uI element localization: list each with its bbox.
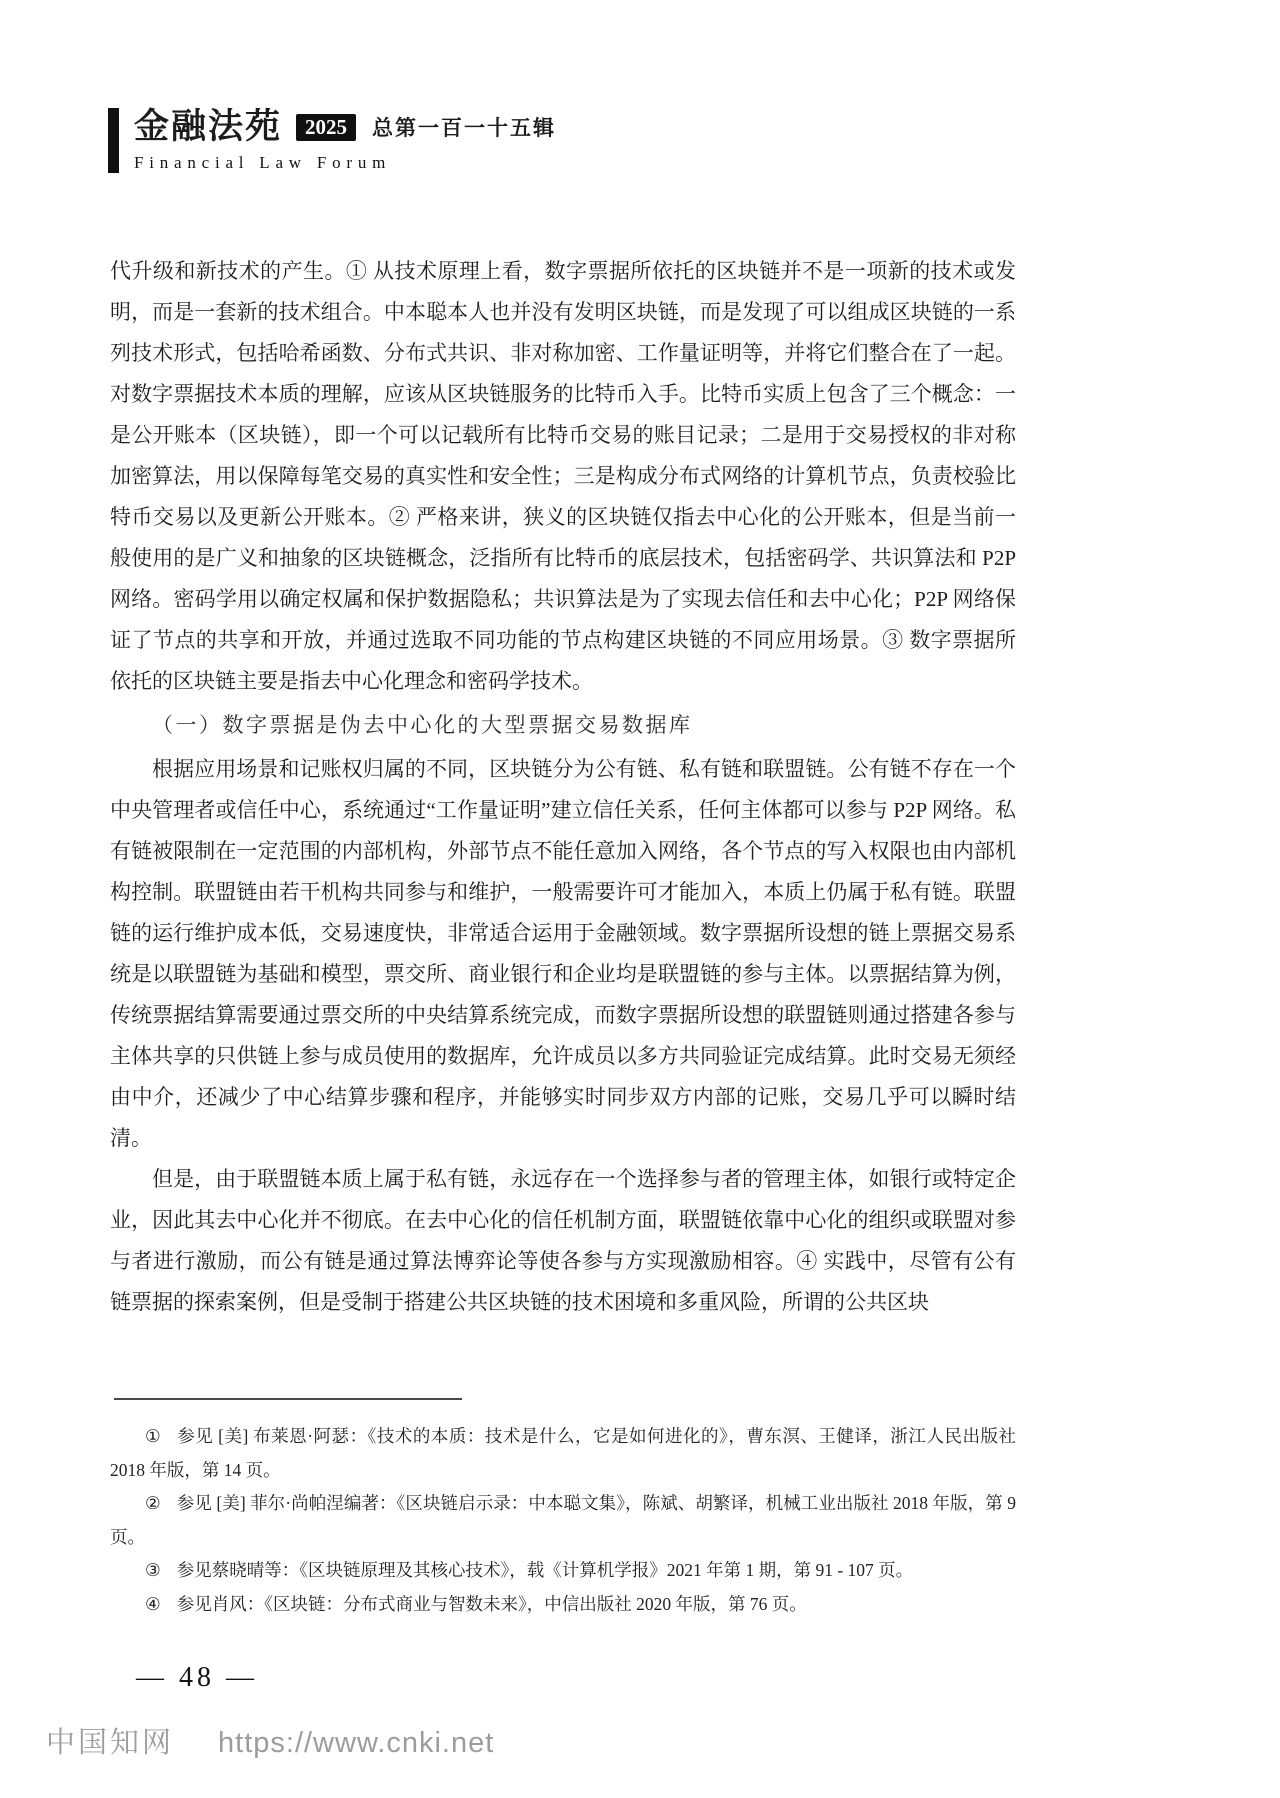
body-paragraph-continuation: 代升级和新技术的产生。① 从技术原理上看，数字票据所依托的区块链并不是一项新的技术或发明，而是一套新的技术组合。中本聪本人也并没有发明区块链，而是发现了可以组成区块链的一系列技术形式，包括哈希函数、分布式共识、非对称加密、工作量证明等，并将它们整合在了一起。对数字票据技术本质的理解，应该从区块链服务的比特币入手。比特币实质上包含了三个概念：一是公开账本（区块链），即一个可以记载所有比特币交易的账目记录；二是用于交易授权的非对称加密算法，用以保障每笔交易的真实性和安全性；三是构成分布式网络的计算机节点，负责校验比特币交易以及更新公开账本。② 严格来讲，狭义的区块链仅指去中心化的公开账本，但是当前一般使用的是广义和抽象的区块链概念，泛指所有比特币的底层技术，包括密码学、共识算法和 P2P 网络。密码学用以确定权属和保护数据隐私；共识算法是为了实现去信任和去中心化；P2P 网络保证了节点的共享和开放，并通过选取不同功能的节点构建区块链的不同应用场景。③ 数字票据所依托的区块链主要是指去中心化理念和密码学技术。 (110, 259, 1016, 693)
header-accent-bar (108, 108, 119, 173)
footnote-marker: ④ (145, 1593, 161, 1614)
body-paragraph: 但是，由于联盟链本质上属于私有链，永远存在一个选择参与者的管理主体，如银行或特定企业，因此其去中心化并不彻底。在去中心化的信任机制方面，联盟链依靠中心化的组织或联盟对参与者进行激励，而公有链是通过算法博弈论等使各参与方实现激励相容。④ 实践中，尽管有公有链票据的探索案例，但是受制于搭建公共区块链的技术困境和多重风险，所谓的公共区块 (110, 1167, 1016, 1314)
footnote-text: 参见肖风：《区块链：分布式商业与智数未来》，中信出版社 2020 年版，第 76 页。 (176, 1593, 807, 1614)
journal-header (108, 108, 556, 173)
footnote-item (110, 1554, 1016, 1588)
section-subheading: （一）数字票据是伪去中心化的大型票据交易数据库 (152, 713, 693, 737)
page-number: — 48 — (136, 1662, 258, 1693)
footnote-marker: ① (145, 1426, 162, 1446)
journal-title-en: Financial Law Forum (134, 153, 392, 172)
header-text-block (134, 108, 556, 173)
journal-title-line (134, 108, 556, 146)
footnotes-section (110, 1398, 1016, 1621)
cnki-url: https://www.cnki.net (218, 1727, 495, 1759)
footnote-marker: ② (145, 1493, 161, 1513)
journal-title-cn: 金融法苑 (134, 107, 283, 146)
cnki-watermark (46, 1720, 494, 1761)
footnote-separator (114, 1398, 462, 1400)
article-body (110, 251, 1016, 1323)
footnote-text: 参见 [美] 菲尔·尚帕涅编著：《区块链启示录：中本聪文集》，陈斌、胡繁译，机械工业出版社 2018 年版，第 9 页。 (110, 1493, 1016, 1547)
footnote-item (110, 1588, 1016, 1622)
issue-label: 总第一百一十五辑 (372, 116, 557, 140)
year-badge: 2025 (296, 114, 356, 141)
footnote-item (110, 1487, 1016, 1554)
footnote-text: 参见蔡晓晴等：《区块链原理及其核心技术》，载《计算机学报》2021 年第 1 期，第 91 - 107 页。 (176, 1560, 914, 1580)
footnote-marker: ③ (145, 1560, 161, 1580)
cnki-site-name: 中国知网 (46, 1727, 175, 1759)
footnote-text: 参见 [美] 布莱恩·阿瑟：《技术的本质：技术是什么，它是如何进化的》，曹东溟、王健译，浙江人民出版社 2018 年版，第 14 页。 (110, 1426, 1016, 1480)
body-paragraph: 根据应用场景和记账权归属的不同，区块链分为公有链、私有链和联盟链。公有链不存在一个中央管理者或信任中心，系统通过“工作量证明”建立信任关系，任何主体都可以参与 P2P 网络。私有链被限制在一定范围的内部机构，外部节点不能任意加入网络，各个节点的写入权限也由内部机构控制。联盟链由若干机构共同参与和维护，一般需要许可才能加入，本质上仍属于私有链。联盟链的运行维护成本低，交易速度快，非常适合运用于金融领域。数字票据所设想的链上票据交易系统是以联盟链为基础和模型，票交所、商业银行和企业均是联盟链的参与主体。以票据结算为例，传统票据结算需要通过票交所的中央结算系统完成，而数字票据所设想的联盟链则通过搭建各参与主体共享的只供链上参与成员使用的数据库，允许成员以多方共同验证完成结算。此时交易无须经由中介，还减少了中心结算步骤和程序，并能够实时同步双方内部的记账，交易几乎可以瞬时结清。 (110, 757, 1016, 1150)
footnote-item (110, 1420, 1016, 1487)
